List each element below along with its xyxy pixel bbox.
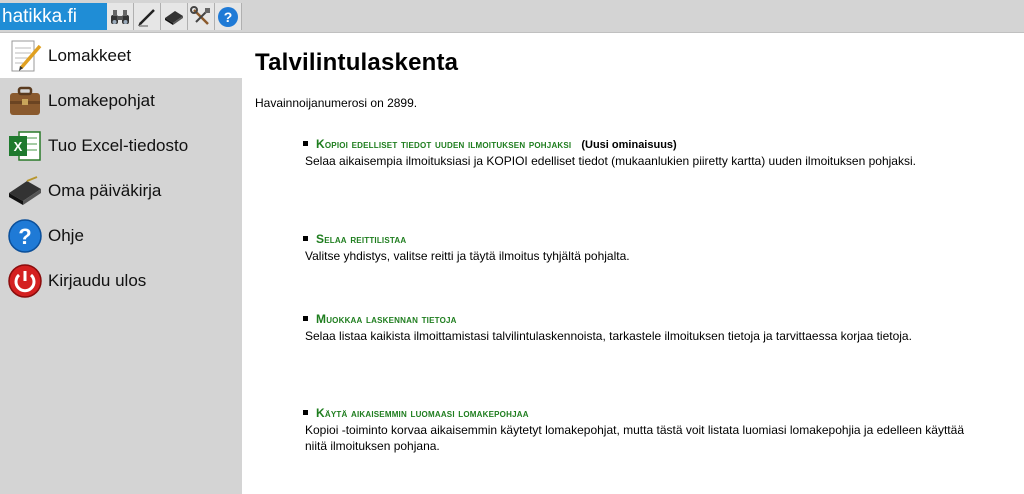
section-description: Kopioi -toiminto korvaa aikaisemmin käytetyt lomakepohjat, mutta tästä voit listata luomiasi lomakepohjia ja edelleen käyttää niitä ilmoituksen pohjana. [305,423,964,453]
sidebar-item-label: Tuo Excel-tiedosto [48,135,189,155]
diary-icon [6,172,44,210]
bullet [303,141,308,146]
page-title: Talvilintulaskenta [255,49,459,76]
book-icon[interactable] [161,3,188,30]
sidebar-item-diary[interactable] [0,168,242,213]
sidebar [0,33,242,494]
observer-number-text: Havainnoijanumerosi on 2899. [255,96,418,110]
help-icon[interactable] [215,3,242,30]
browse-routes-link[interactable]: Selaa reittilistaa [316,232,407,246]
power-icon [6,262,44,300]
section-edit [303,312,983,344]
briefcase-icon [6,82,44,120]
form-pencil-icon [6,37,44,75]
svg-text:X: X [13,138,23,154]
edit-counts-link[interactable]: Muokkaa laskennan tietoja [316,312,457,326]
use-template-link[interactable]: Käytä aikaisemmin luomaasi lomakepohjaa [316,406,529,420]
section-routes [303,232,983,264]
sidebar-item-help[interactable] [0,213,242,258]
brand-logo[interactable]: hatikka.fi [0,3,107,30]
section-description: Selaa aikaisempia ilmoituksiasi ja KOPIOI edelliset tiedot (mukaanlukien piiretty kartta) uuden ilmoituksen pohjaksi. [305,154,916,168]
section-description: Selaa listaa kaikista ilmoittamistasi talvilintulaskennoista, tarkastele ilmoituksen tietoja ja tarvittaessa korjaa tietoja. [305,329,912,343]
bullet [303,236,308,241]
bullet [303,410,308,415]
sidebar-item-lomakepohjat[interactable] [0,78,242,123]
pen-icon[interactable] [134,3,161,30]
section-templates [303,406,983,454]
section-description: Valitse yhdistys, valitse reitti ja täytä ilmoitus tyhjältä pohjalta. [305,249,630,263]
new-feature-note: (Uusi ominaisuus) [581,139,677,151]
sidebar-item-label: Ohje [48,225,84,245]
section-copy [303,137,983,169]
sidebar-item-logout[interactable] [0,258,242,303]
svg-text:?: ? [18,223,32,249]
tools-icon[interactable] [188,3,215,30]
bullet [303,316,308,321]
svg-text:?: ? [223,8,233,25]
binoculars-icon[interactable] [107,3,134,30]
sidebar-item-excel[interactable] [0,123,242,168]
sidebar-item-label: Kirjaudu ulos [48,270,147,290]
help-icon [6,217,44,255]
sidebar-item-label: Lomakepohjat [48,90,155,110]
toolbar [107,3,242,30]
top-bar [0,0,1024,33]
sidebar-item-label: Oma päiväkirja [48,180,162,200]
copy-previous-link[interactable]: Kopioi edelliset tiedot uuden ilmoituksen pohjaksi [316,137,572,151]
main-content [255,33,1015,110]
sidebar-item-label: Lomakkeet [48,45,132,65]
excel-icon [6,127,44,165]
sidebar-item-lomakkeet[interactable] [0,33,242,78]
